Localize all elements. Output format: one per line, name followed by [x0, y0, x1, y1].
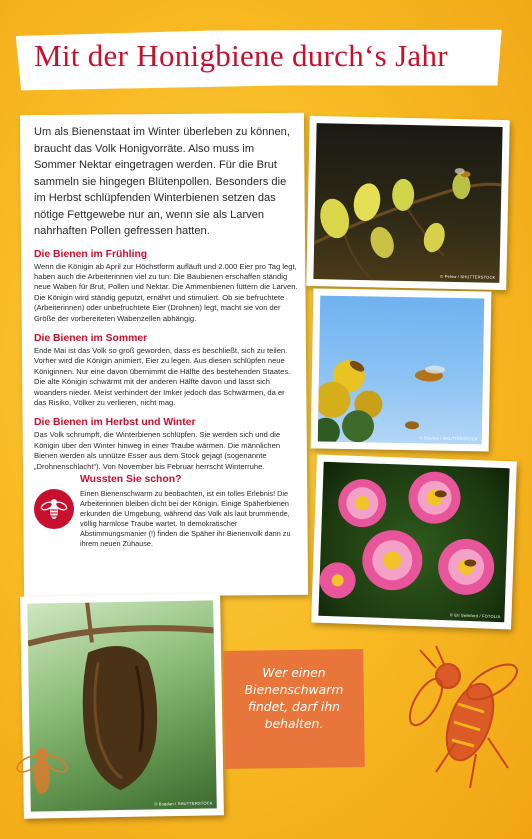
bee-drawing-icon: [14, 736, 70, 802]
section-text-summer: Ende Mai ist das Volk so groß geworden, dass es beschließt, sich zu teilen. Vorher wird die Königin animiert, Eier zu legen. Aus diesen schlüpfen neue Königinnen. Nur eine davon übernimmt die Hälfte des bestehenden Staates. Die alte Königin schwärmt mit der anderen Hälfte davon und lässt sich woanders nieder. Meist verhindert der Imker jedoch das Schwärmen, da er das Risiko, Völker zu verlieren, nicht mag.: [34, 345, 291, 407]
photo-willow-catkins: [306, 116, 510, 290]
flying-bees-illustration: [318, 296, 485, 445]
fact-text: Einen Bienenschwarm zu beobachten, ist ein tolles Erlebnis! Die Arbeiterinnen bleiben dicht bei der Königin. Einige Späherbienen erkunden die Umgebung, während das Volk als laut brummende, völlig harmlose Traube wartet. In demokratischer Abstimmungsmanier (!) finden die Späher ihr Bienenvolk dann zu ihrem neuen Zuhause.: [80, 489, 291, 548]
text-content: [34, 124, 298, 481]
photo-pink-asters: [311, 455, 517, 630]
intro-text: Um als Bienenstaat im Winter überleben zu können, braucht das Volk Honigvorräte. Also muss im Sommer Nektar eingetragen werden. Für die Brut sammeln sie hingegen Blütenpollen. Besonders die im Herbst schlüpfenden Winterbienen setzen das nötige Fettgewebe nur an, wenn sie als Larven nahrhaften Pollen gefressen hatten.: [34, 126, 290, 237]
section-text-autumn-winter: Das Volk schrumpft, die Winterbienen schlüpfen. Sie werden sich und die Königin über den Winter hinweg in einer Traube wärmen. Die männlichen Bienen werden als unnütze Esser aus dem Stock gejagt (sogenannte „Drohnenschlacht“). Von November bis Februar herrscht Winterruhe.: [34, 430, 281, 471]
section-heading-spring: Die Bienen im Frühling: [34, 248, 148, 260]
fact-heading: Wussten Sie schon?: [80, 474, 182, 485]
section-heading-summer: Die Bienen im Sommer: [34, 332, 148, 344]
catkins-illustration: [313, 123, 502, 283]
asters-illustration: [318, 462, 509, 622]
photo-credit: © Eti Swinford / FOTOLIA: [449, 612, 501, 620]
photo-credit: © Bogdan / SHUTTERSTOCK: [154, 800, 213, 807]
photo-flying-bees: [311, 288, 492, 451]
photo-credit: © Pelow / SHUTTERSTOCK: [440, 273, 496, 280]
photo-credit: © Stavros / SHUTTERSTOCK: [419, 435, 478, 442]
bee-badge-icon: [34, 489, 74, 529]
page-title: Mit der Honigbiene durch‘s Jahr: [34, 38, 448, 73]
quote-text: Wer einen Bienenschwarm findet, darf ihn behalten.: [244, 665, 344, 731]
fact-box: [34, 474, 296, 574]
section-heading-autumn-winter: Die Bienen im Herbst und Winter: [34, 417, 196, 429]
section-text-spring: Wenn die Königin ab April zur Höchstform aufläuft und 2.000 Eier pro Tag legt, haben auch die Arbeiterinnen viel zu tun: Die Baubienen erschaffen ständig neue Waben für Brut, Pollen und Nektar. Die Ammenbienen füttern die Larven. Die Königin wird ständig geputzt, ernährt und stimuliert. Ob sie befruchtete (Arbeiterinnen) oder unbefruchtete Eier (Drohnen) legt, macht sie von der Größe der vorbereiteten Wabenzellen abhängig.: [34, 261, 298, 323]
bee-drawing-icon: [396, 642, 520, 792]
